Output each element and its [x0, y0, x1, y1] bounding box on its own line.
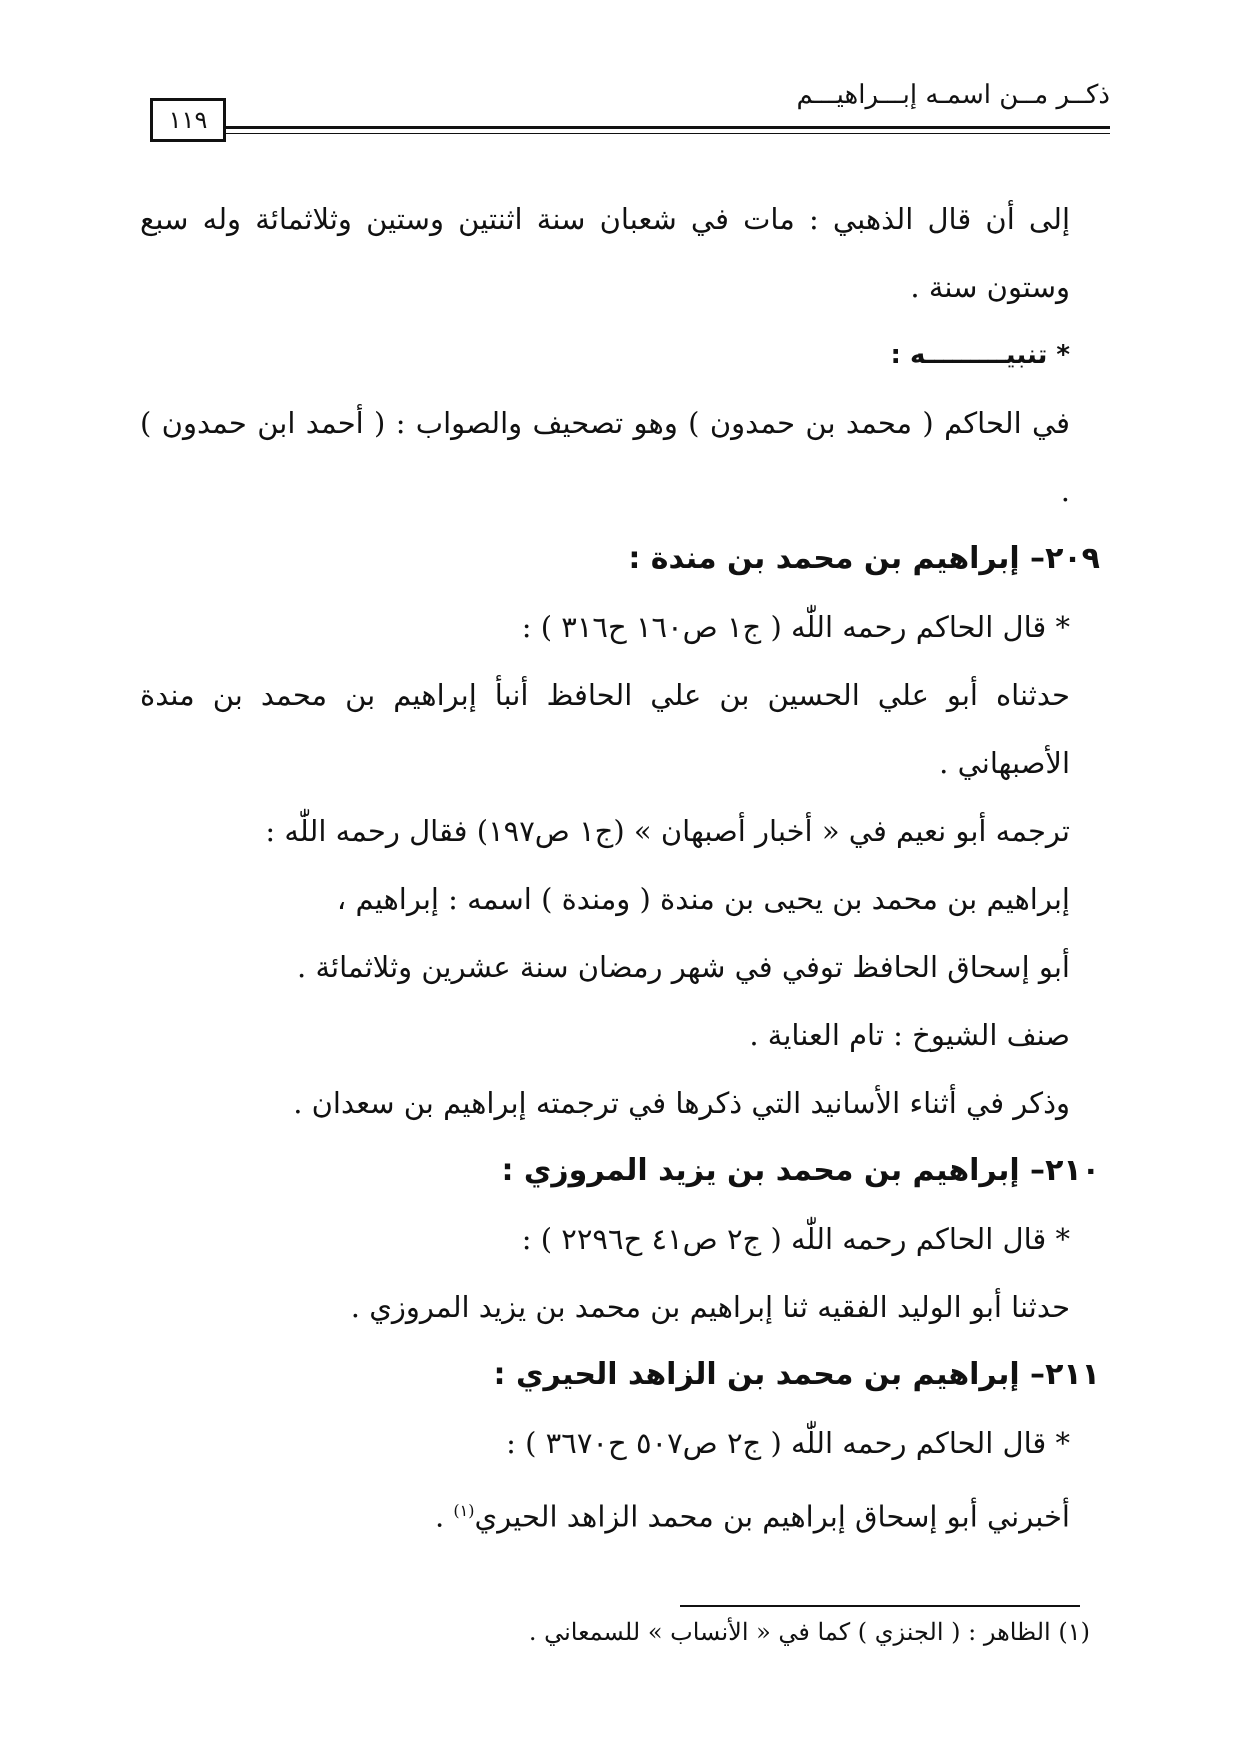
page-body [140, 185, 1100, 1551]
entry-211-text-end: . [434, 1499, 454, 1534]
entry-209-number: ٢٠٩ [1045, 541, 1100, 576]
header-rule-thin [226, 133, 1110, 134]
entry-209-title: – إبراهيم بن محمد بن مندة : [628, 541, 1046, 576]
entry-211-title: – إبراهيم بن محمد بن الزاهد الحيري : [493, 1357, 1046, 1392]
entry-211-number: ٢١١ [1045, 1357, 1100, 1392]
entry-211-text-main: أخبرني أبو إسحاق إبراهيم بن محمد الزاهد الحيري [474, 1499, 1070, 1534]
entry-211-source: * قال الحاكم رحمه اللّٰه ( ج٢ ص٥٠٧ ح٣٦٧٠ ) : [506, 1426, 1070, 1460]
entry-209-heading [140, 525, 1100, 593]
entry-209-bio-line-4: صنف الشيوخ : تام العناية . [749, 1018, 1070, 1052]
entry-210-heading [140, 1137, 1100, 1205]
running-title: ذكــر مــن اسمـه إبـــراهيـــم [796, 80, 1110, 110]
entry-211-heading [140, 1341, 1100, 1409]
entry-210-source: * قال الحاكم رحمه اللّٰه ( ج٢ ص٤١ ح٢٢٩٦ ) : [521, 1222, 1070, 1256]
notice-heading: * تنبيـــــــــه : [890, 340, 1070, 370]
entry-210-number: ٢١٠ [1045, 1153, 1100, 1188]
entry-209-bio-line-1: ترجمه أبو نعيم في « أخبار أصبهان » (ج١ ص١٩٧) فقال رحمه اللّٰه : [265, 814, 1070, 848]
footnote-marker: (١) [1058, 1618, 1090, 1646]
header-rule-thick [226, 126, 1110, 129]
page-header [150, 80, 1110, 150]
page-number: ١١٩ [150, 98, 226, 142]
entry-209-bio-line-3: أبو إسحاق الحافظ توفي في شهر رمضان سنة عشرين وثلاثمائة . [297, 950, 1070, 984]
entry-209-bio-line-5: وذكر في أثناء الأسانيد التي ذكرها في ترجمته إبراهيم بن سعدان . [293, 1086, 1070, 1120]
paragraph-dhahabi-quote: إلى أن قال الذهبي : مات في شعبان سنة اثنتين وستين وثلاثمائة وله سبع وستون سنة . [140, 202, 1070, 304]
paragraph-correction: في الحاكم ( محمد بن حمدون ) وهو تصحيف والصواب : ( أحمد ابن حمدون ) . [140, 406, 1070, 508]
entry-209-text: حدثناه أبو علي الحسين بن علي الحافظ أنبأ إبراهيم بن محمد بن مندة الأصبهاني . [140, 678, 1070, 780]
footnote-text: الظاهر : ( الجنزي ) كما في « الأنساب » للسمعاني . [528, 1618, 1059, 1646]
entry-209-bio-line-2: إبراهيم بن محمد بن يحيى بن مندة ( ومندة ) اسمه : إبراهيم ، [336, 882, 1070, 916]
footnote-separator [680, 1605, 1080, 1607]
footnote-reference[interactable]: (١) [453, 1501, 475, 1520]
entry-209-source: * قال الحاكم رحمه اللّٰه ( ج١ ص١٦٠ ح٣١٦ ) : [521, 610, 1070, 644]
entry-210-title: – إبراهيم بن محمد بن يزيد المروزي : [501, 1153, 1046, 1188]
footnote [529, 1618, 1090, 1646]
entry-210-text: حدثنا أبو الوليد الفقيه ثنا إبراهيم بن محمد بن يزيد المروزي . [350, 1290, 1070, 1324]
entry-211-text [140, 1477, 1100, 1551]
